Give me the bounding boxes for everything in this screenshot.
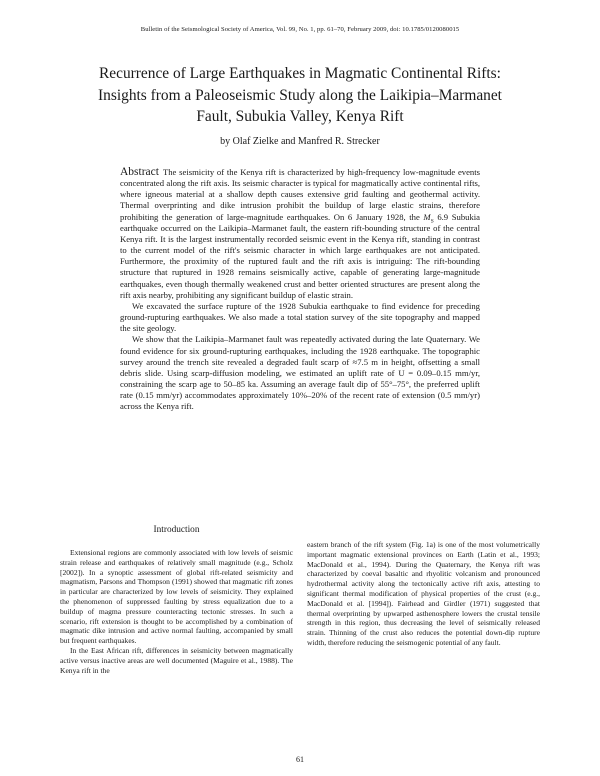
abstract-paragraph: We excavated the surface rupture of the 1928 Subukia earthquake to find evidence for preceding ground-rupturing earthquakes. We also made a total station survey of the site topography and mapped the site geology. — [120, 300, 480, 334]
author-line: by Olaf Zielke and Manfred R. Strecker — [220, 136, 380, 147]
abstract-text: The seismicity of the Kenya rift is characterized by high-frequency low-magnitude events concentrated along the rift axis. Its seismic character is typical for magmatically active continental rifts, where igneous material at a shallow depth causes extensive grid faulting and geothermal activity. Thermal overprinting and dike intrusion prohibit the buildup of large elastic strains, therefore prohibiting the generation of large-magnitude earthquakes. On 6 January 1928, the — [120, 167, 480, 222]
running-head: Bulletin of the Seismological Society of America, Vol. 99, No. 1, pp. 61–70, February 2009, doi: 10.1785/0120080015 — [140, 26, 460, 33]
abstract-paragraph: We show that the Laikipia–Marmanet fault was repeatedly activated during the late Quaternary. We found evidence for six ground-rupturing earthquakes, including the 1928 earthquake. The topographic survey around the trench site revealed a degraded fault scarp of ≈7.5 m in height, offsetting a small debris slide. Using scarp-diffusion modeling, we estimated an uplift rate of U = 0.09–0.15 mm/yr, constraining the scarp age to 50–85 ka. Assuming an average fault dip of 55°–75°, the preferred uplift rate (0.15 mm/yr) accommodates approximately 10%–20% of the recent rate of extension (0.5 mm/yr) across the Kenya rift. — [120, 334, 480, 412]
body-paragraph: In the East African rift, differences in seismicity between magmatically active versus inactive areas are well documented (Maguire et al., 1988). The Kenya rift in the — [60, 645, 293, 675]
abstract — [120, 167, 480, 412]
left-column — [60, 548, 293, 675]
title-line: Recurrence of Large Earthquakes in Magmatic Continental Rifts: — [99, 65, 501, 82]
magnitude-subscript: S — [430, 218, 434, 225]
body-paragraph: eastern branch of the rift system (Fig. 1a) is one of the most volumetrically important magmatic extensional provinces on Earth (Latin et al., 1993; MacDonald et al., 1994). During the Quaternary, the Kenya rift was characterized by coeval basaltic and rhyolitic volcanism and pronounced hydrothermal activity along the tectonically active rift axis, attesting to significant thermal modification of physical properties of the crust (e.g., MacDonald et al. [1994]). Fairhead and Girdler (1971) suggested that thermal overprinting by upwarped asthenosphere lowers the crustal tensile strength in this region, thus decreasing the level of seismically released strain. Thinning of the crust also reduces the potential down-dip rupture width, therefore reducing the seismogenic potential of any fault. — [307, 540, 540, 647]
abstract-label: Abstract — [120, 166, 159, 178]
abstract-paragraph — [120, 167, 480, 301]
right-column — [307, 540, 540, 648]
abstract-text: 6.9 Subukia earthquake occurred on the Laikipia–Marmanet fault, the eastern rift-bounding structure of the central Kenya rift. It is the largest instrumentally recorded seismic event in the Kenya rift, standing in contrast to the current model of the rift's seismic character in which large earthquakes are not anticipated. Furthermore, the proximity of the ruptured fault and the rift axis is intriguing: The rift-bounding structure that ruptured in 1928 remains seismically active, capable of generating large-magnitude earthquakes, even though thermally weakened crust and better oriented structures are present along the rift axis nearby, prohibiting any significant buildup of elastic strain. — [120, 211, 480, 300]
title-line: Insights from a Paleoseismic Study along the Laikipia–Marmanet — [98, 86, 502, 104]
magnitude-symbol: M — [423, 211, 431, 222]
body-paragraph: Extensional regions are commonly associated with low levels of seismic strain release and earthquakes of relatively small magnitude (e.g., Scholz [2002]). In a synoptic assessment of global rift-related seismicity and magmatism, Parsons and Thompson (1991) showed that magmatic rift zones in particular are characterized by low levels of seismicity. They explained the phenomenon of suppressed faulting by stress equalization due to a buildup of magma pressure counteracting tectonic stresses. In such a scenario, rift extension is thought to be accomplished by a combination of magmatic dike intrusion and active normal faulting, accompanied by small but frequent earthquakes. — [60, 548, 293, 646]
title-line: Fault, Subukia Valley, Kenya Rift — [196, 108, 404, 125]
page-number: 61 — [296, 755, 304, 764]
section-heading: Introduction — [153, 525, 200, 535]
article-title — [70, 63, 530, 128]
